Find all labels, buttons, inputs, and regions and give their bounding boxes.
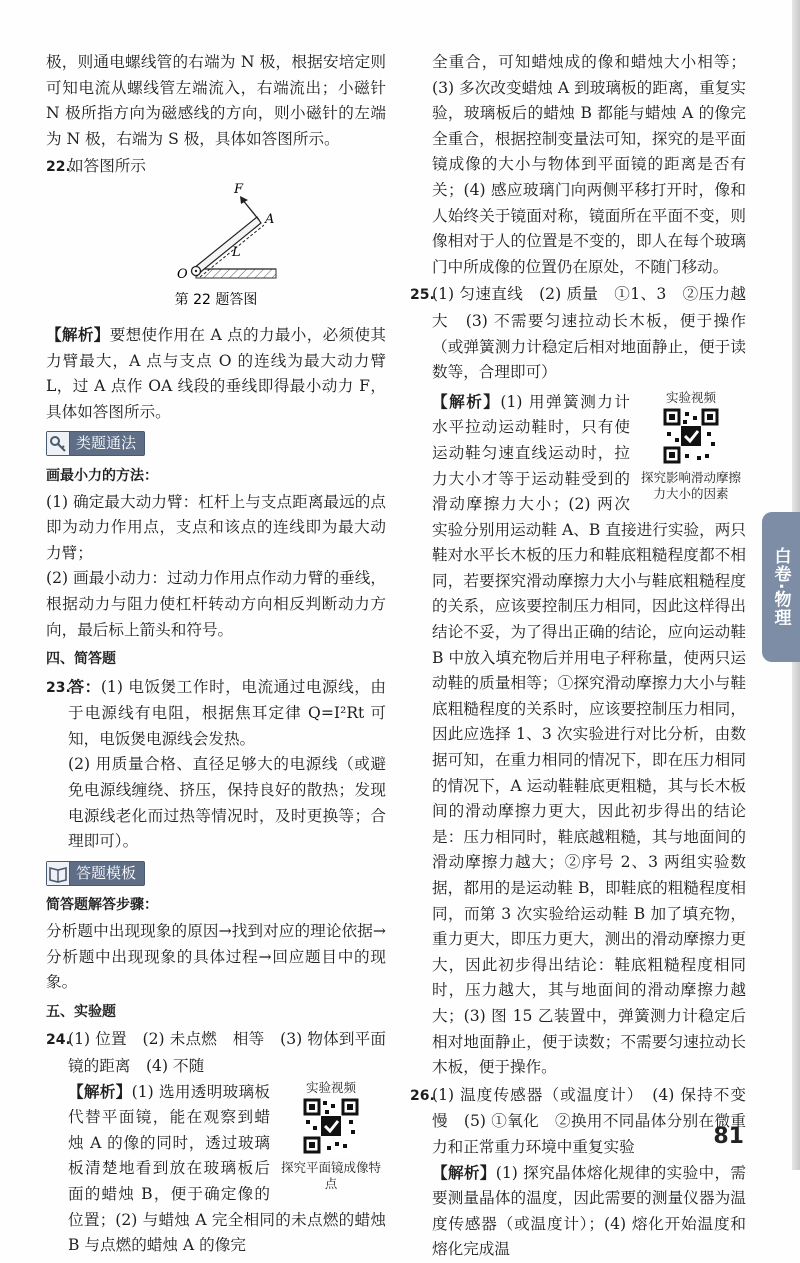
analysis-26: 【解析】(1) 探究晶体熔化规律的实验中，需要测量晶体的温度，因此需要的测量仪器为温度传感器（或温度计）；(4) 熔化开始温度和熔化完成温 — [432, 1163, 746, 1259]
answer-text: 如答图所示 — [68, 157, 146, 176]
lever-diagram — [46, 181, 386, 321]
qr-video-mirror[interactable]: 实验视频 探究平面镜成像特点 — [280, 1079, 381, 1191]
question-number: 22. — [46, 159, 71, 176]
section-heading-5: 五、实验题 — [46, 1003, 116, 1020]
tag-method: 类题通法 — [46, 431, 145, 456]
force-arrow — [242, 199, 259, 220]
analysis-24: 【解析】(1) 选用透明玻璃板代替平面镜，能在观察到蜡烛 A 的像的同时，透过玻璃板清楚地看到放在玻璃板后面的蜡烛 B，便于确定像的位置；(2) 与蜡烛 A 完全相同的未点燃的蜡烛 B 与点燃的蜡烛 A 的像完 — [68, 1082, 386, 1255]
question-26: 26.(1) 温度传感器（或温度计） (4) 保持不变 慢 (5) ①氧化 ②换用不同晶体分别在微重力和正常重力环境中重复实验 — [410, 1085, 762, 1156]
template-text: 分析题中出现现象的原因→找到对应的理论依据→分析题中出现现象的具体过程→回应题目中的现象。 — [46, 922, 386, 992]
analysis-22: 【解析】要想使作用在 A 点的力最小，必须使其力臂最大，A 点与支点 O 的连线为最大动力臂 L，过 A 点作 OA 线段的垂线即得最小动力 F，具体如答图所示。 — [46, 325, 386, 421]
analysis-25: 【解析】(1) 用弹簧测力计水平拉动运动鞋时，只有使运动鞋匀速直线运动时，拉力大小才等于运动鞋受到的滑动摩擦力大小；(2) 两次实验分别用运动鞋 A、B 直接进行实验，两只鞋对水平长木板的压力和鞋底粗糙程度都不相同，若要探究滑动摩擦力大小与鞋底粗糙程度的关系，应该要控制压力相同，因此这样得出结论不妥，为了得出正确的结论，应向运动鞋 B 中放入填充物后并用电子秤称量，使两只运动鞋的质量相等；①探究滑动摩擦力大小与鞋底粗糙程度的关系时，应该要控制压力相同，因此应选择 1、3 次实验进行对比分析，由数据可知，在重力相同的情况下，即在压力相同的情况下，A 运动鞋鞋底更粗糙，其与长木板间的滑动摩擦力更大，因此初步得出的结论是：压力相同时，鞋底越粗糙，其与地面间的滑动摩擦力越大；②序号 2、3 两组实验数据，都用的是运动鞋 B，即鞋底的粗糙程度相同，而第 3 次实验给运动鞋 B 加了填充物，重力更大，即压力更大，测出的滑动摩擦力更大，因此初步得出结论：鞋底粗糙程度相同时，压力越大，其与地面间的滑动摩擦力越大；(3) 图 15 乙装置中，弹簧测力计稳定后相对地面静止，便于读数；不需要匀速拉动长木板，便于操作。 — [432, 392, 746, 1077]
method-title: 画最小力的方法： — [46, 467, 158, 484]
paragraph-continued: 极，则通电螺线管的右端为 N 极，根据安培定则可知电流从螺线管左端流入，右端流出；小磁针 N 极所指方向为磁感线的方向，则小磁针的左端为 N 极，右端为 S 极，具体如答图所示。 — [46, 53, 386, 148]
label-A: A — [265, 211, 275, 227]
left-column — [46, 50, 386, 1259]
lever-figure — [46, 181, 386, 321]
question-23-part-2: (2) 用质量合格、直径足够大的电源线（或避免电源线缠绕、挤压，保持良好的散热；发现电源线老化而过热等情况时，及时更换等；合理即可）。 — [68, 755, 386, 851]
question-25: 25.(1) 匀速直线 (2) 质量 ①1、3 ②压力越大 (3) 不需要匀速拉动长木板，便于操作（或弹簧测力计稳定后相对地面静止，便于读数等，合理即可） — [410, 285, 746, 382]
figure-caption: 第 22 题答图 — [174, 291, 258, 308]
qr-code-icon[interactable] — [663, 408, 719, 464]
side-tab: 白卷·物理 — [762, 512, 800, 662]
method-step-1: (1) 确定最大动力臂：杠杆上与支点距离最远的点即为动力作用点，支点和该点的连线即为最大动力臂； — [46, 492, 386, 562]
analysis-24-continued: 全重合，可知蜡烛成的像和蜡烛大小相等；(3) 多次改变蜡烛 A 到玻璃板的距离，重复实验，玻璃板后的蜡烛 B 都能与蜡烛 A 的像完全重合，根据控制变量法可知，探究的是平面镜成像的大小与物体到平面镜的距离是否有关；(4) 感应玻璃门向两侧平移打开时，像和人始终关于镜面对称，镜面所在平面不变，则像相对于人的位置是不变的，即人在每个玻璃门中所成像的位置仍在原处，不随门移动。 — [432, 53, 746, 276]
qr-video-friction[interactable]: 实验视频 探究影响滑动摩擦力大小的因素 — [640, 389, 741, 501]
lever-rod — [194, 217, 261, 274]
qr-code-icon[interactable] — [303, 1098, 359, 1154]
question-22 — [46, 154, 386, 181]
book-icon — [47, 862, 70, 885]
key-icon — [47, 432, 70, 455]
tag-template: 答题模板 — [46, 861, 145, 886]
right-column — [410, 50, 762, 1263]
question-24: 24.(1) 位置 (2) 未点燃 相等 (3) 物体到平面镜的距离 (4) 不随 — [46, 1030, 386, 1075]
section-heading-4: 四、简答题 — [46, 651, 116, 668]
label-O: O — [177, 266, 188, 282]
question-23: 23.答：(1) 电饭煲工作时，电流通过电源线，由于电源线有电阻，根据焦耳定律 Q=I²Rt 可知，电饭煲电源线会发热。 — [46, 677, 386, 748]
template-title: 简答题解答步骤： — [46, 897, 158, 914]
method-step-2: (2) 画最小动力：过动力作用点作动力臂的垂线，根据动力与阻力使杠杆转动方向相反判断动力方向，最后标上箭头和符号。 — [46, 569, 386, 639]
label-L: L — [232, 244, 241, 260]
page-number: 81 — [713, 1124, 744, 1149]
label-F: F — [234, 181, 244, 197]
